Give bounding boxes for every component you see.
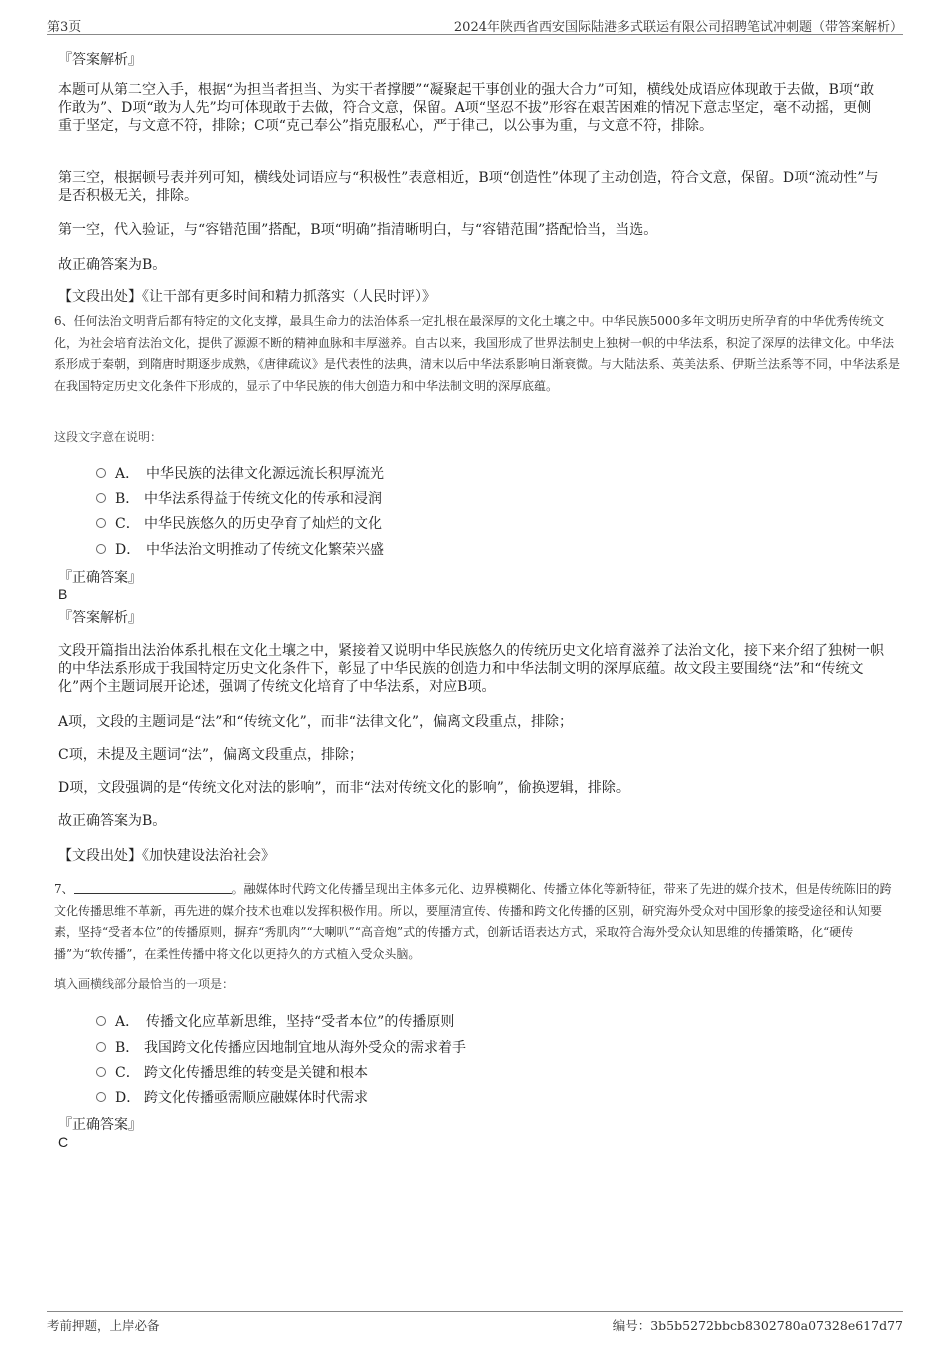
correct-answer-label: 『正确答案』 bbox=[58, 570, 142, 586]
question-prompt: 填入画横线部分最恰当的一项是： bbox=[54, 977, 235, 991]
option-text: 跨文化传播亟需顺应融媒体时代需求 bbox=[144, 1090, 368, 1106]
question-number: 7、 bbox=[54, 882, 74, 896]
correct-answer-value: C bbox=[58, 1134, 69, 1150]
option-letter: D． bbox=[115, 542, 141, 558]
answer-analysis-label: 『答案解析』 bbox=[58, 52, 142, 68]
option-letter: A． bbox=[115, 466, 140, 482]
correct-answer-value: B bbox=[58, 586, 68, 602]
radio-button[interactable] bbox=[96, 518, 106, 528]
option-text: 中华民族的法律文化源远流长积厚流光 bbox=[146, 466, 384, 482]
document-title: 2024年陕西省西安国际陆港多式联运有限公司招聘笔试冲刺题（带答案解析） bbox=[453, 20, 903, 35]
option-letter: C． bbox=[115, 1065, 140, 1081]
page-footer bbox=[47, 1311, 903, 1334]
option-text: 中华法系得益于传统文化的传承和浸润 bbox=[144, 491, 382, 507]
radio-button[interactable] bbox=[96, 1016, 106, 1026]
footer-slogan: 考前押题，上岸必备 bbox=[47, 1318, 160, 1333]
analysis-paragraph: D项，文段强调的是“传统文化对法的影响”，而非“法对传统文化的影响”，偷换逻辑，排除。 bbox=[58, 780, 630, 796]
option-text: 中华法治文明推动了传统文化繁荣兴盛 bbox=[146, 542, 384, 558]
answer-analysis-label: 『答案解析』 bbox=[58, 610, 142, 626]
radio-button[interactable] bbox=[96, 493, 106, 503]
page-number: 第3页 bbox=[47, 20, 82, 35]
analysis-paragraph: C项，未提及主题词“法”，偏离文段重点，排除； bbox=[58, 747, 364, 763]
question-text bbox=[54, 879, 900, 965]
option-text: 跨文化传播思维的转变是关键和根本 bbox=[144, 1065, 368, 1081]
option-letter: B． bbox=[115, 491, 140, 507]
analysis-paragraph: 第三空，根据顿号表并列可知，横线处词语应与“积极性”表意相近，B项“创造性”体现了主动创造，符合文意，保留。D项“流动性”与是否积极无关，排除。 bbox=[58, 170, 879, 204]
option-text: 中华民族悠久的历史孕育了灿烂的文化 bbox=[144, 516, 382, 532]
analysis-paragraph: 本题可从第二空入手，根据“为担当者担当、为实干者撑腰”“凝聚起干事创业的强大合力”可知，横线处成语应体现敢于去做，B项“敢作敢为”、D项“敢为人先”均可体现敢于去做，符合文意，保留。A项“坚忍不拔”形容在艰苦困难的情况下意志坚定，毫不动摇，更侧重于坚定，与文意不符，排除；C项“克己奉公”指克服私心，严于律己，以公事为重，与文意不符，排除。 bbox=[58, 82, 875, 134]
radio-button[interactable] bbox=[96, 544, 106, 554]
conclusion-text: 故正确答案为B。 bbox=[58, 813, 167, 829]
analysis-paragraph: 第一空，代入验证，与“容错范围”搭配，B项“明确”指清晰明白，与“容错范围”搭配恰当，当选。 bbox=[58, 222, 658, 238]
option-letter: D． bbox=[115, 1090, 141, 1106]
radio-button[interactable] bbox=[96, 1092, 106, 1102]
analysis-paragraph: 文段开篇指出法治体系扎根在文化土壤之中，紧接着又说明中华民族悠久的传统历史文化培育滋养了法治文化，接下来介绍了独树一帜的中华法系形成于我国特定历史文化条件下，彰显了中华民族的创造力和中华法制文明的深厚底蕴。故文段主要围绕“法”和“传统文化”两个主题词展开论述，强调了传统文化培育了中华法系，对应B项。 bbox=[58, 643, 884, 695]
page-header bbox=[47, 14, 903, 35]
passage-source: 【文段出处】《让干部有更多时间和精力抓落实（人民时评）》 bbox=[58, 289, 436, 305]
analysis-paragraph: A项，文段的主题词是“法”和“传统文化”，而非“法律文化”，偏离文段重点，排除； bbox=[58, 714, 574, 730]
document-id: 编号：3b5b5272bbcb8302780a07328e617d77 bbox=[612, 1318, 903, 1333]
fill-in-blank bbox=[74, 881, 232, 894]
radio-button[interactable] bbox=[96, 1042, 106, 1052]
question-text: 6、任何法治文明背后都有特定的文化支撑，最具生命力的法治体系一定扎根在最深厚的文化土壤之中。中华民族5000多年文明历史所孕育的中华优秀传统文化，为社会培育法治文化，提供了源源不断的精神血脉和丰厚滋养。自古以来，我国形成了世界法制史上独树一帜的中华法系，积淀了深厚的法律文化。中华法系形成于秦朝，到隋唐时期逐步成熟，《唐律疏议》是代表性的法典，清末以后中华法系影响日渐衰微。与大陆法系、英美法系、伊斯兰法系等不同，中华法系是在我国特定历史文化条件下形成的，显示了中华民族的伟大创造力和中华法制文明的深厚底蕴。 bbox=[54, 314, 901, 393]
option-letter: A． bbox=[115, 1014, 140, 1030]
option-letter: B． bbox=[115, 1040, 140, 1056]
radio-button[interactable] bbox=[96, 468, 106, 478]
question-body: 。融媒体时代跨文化传播呈现出主体多元化、边界模糊化、传播立体化等新特征，带来了先进的媒介技术，但是传统陈旧的跨文化传播思维不革新，再先进的媒介技术也难以发挥积极作用。所以，要厘清宣传、传播和跨文化传播的区别，研究海外受众对中国形象的接受途径和认知要素，坚持“受者本位”的传播原则，摒弃“秀肌肉”“大喇叭”“高音炮”式的传播方式，创新话语表达方式，采取符合海外受众认知思维的传播策略，化“硬传播”为“软传播”，在柔性传播中将文化以更持久的方式植入受众头脑。 bbox=[54, 882, 892, 961]
radio-button[interactable] bbox=[96, 1067, 106, 1077]
option-letter: C． bbox=[115, 516, 140, 532]
question-prompt: 这段文字意在说明： bbox=[54, 430, 163, 444]
correct-answer-label: 『正确答案』 bbox=[58, 1117, 142, 1133]
option-text: 传播文化应革新思维，坚持“受者本位”的传播原则 bbox=[146, 1014, 455, 1030]
option-text: 我国跨文化传播应因地制宜地从海外受众的需求着手 bbox=[144, 1040, 466, 1056]
passage-source: 【文段出处】《加快建设法治社会》 bbox=[58, 848, 275, 864]
conclusion-text: 故正确答案为B。 bbox=[58, 257, 167, 273]
